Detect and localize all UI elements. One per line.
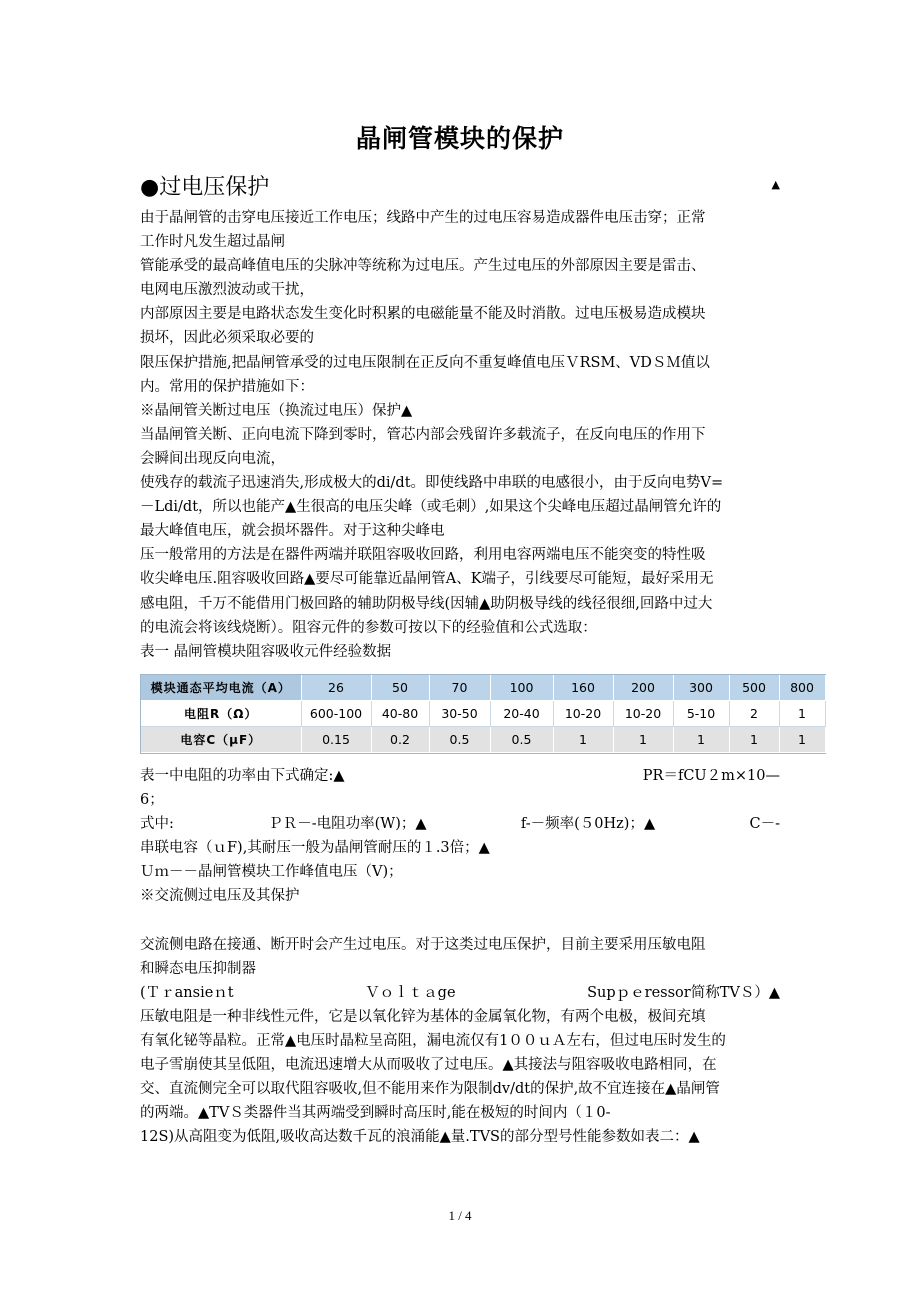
text-line: 管能承受的最高峰值电压的尖脉冲等统称为过电压。产生过电压的外部原因主要是雷击、 — [140, 258, 706, 275]
subsection-heading: ※交流侧过电压及其保护 — [140, 888, 300, 905]
text-line: 压一般常用的方法是在器件两端并联阻容吸收回路，利用电容两端电压不能突变的特性吸 — [140, 547, 706, 564]
document-title: 晶闸管模块的保护 — [355, 124, 564, 153]
rc-snubber-table — [140, 674, 826, 754]
text-line: 交流侧电路在接通、断开时会产生过电压。对于这类过电压保护，目前主要采用压敏电阻 — [140, 936, 706, 953]
text-line: 最大峰值电压，就会损坏器件。对于这种尖峰电 — [140, 523, 445, 540]
text-line: 会瞬间出现反向电流， — [140, 450, 285, 467]
text-line: 和瞬态电压抑制器 — [140, 960, 256, 977]
section-heading-text: ●过电压保护 — [140, 175, 270, 200]
data-table — [141, 675, 826, 753]
text-line: 限压保护措施,把晶闸管承受的过电压限制在正反向不重复峰值电压ＶRSM、VDＳＭ值以 — [140, 354, 710, 371]
text-line: 工作时凡发生超过晶闸 — [140, 234, 285, 251]
table-cell: 0.5 — [490, 727, 553, 753]
table-cell: 40-80 — [371, 701, 429, 727]
text-line: 12S)从高阻变为低阻,吸收高达数千瓦的浪涌能▲量.TVS的部分型号性能参数如表二：▲ — [140, 1129, 700, 1146]
text-line: 交、直流侧完全可以取代阻容吸收,但不能用来作为限制dv/dt的保护,故不宜连接在▲晶闸管 — [140, 1081, 720, 1098]
text-line: 有氧化铋等晶粒。正常▲电压时晶粒呈高阻，漏电流仅有1００ｕＡ左右，但过电压时发生的 — [140, 1033, 726, 1050]
tvs-word-transient: (Ｔｒansieｎt — [140, 984, 234, 1001]
definition-line — [140, 812, 780, 836]
page-number: 1 / 4 — [448, 1208, 472, 1223]
table-cell: 800 — [779, 675, 825, 701]
text-line: 串联电容（ｕF),其耐压一般为晶闸管耐压的１.3倍；▲ — [140, 840, 490, 857]
table-cell: 70 — [429, 675, 490, 701]
table-row-header: 电容C（μF） — [141, 727, 301, 753]
table-cell: 1 — [553, 727, 613, 753]
table-cell: 10-20 — [613, 701, 673, 727]
table-cell: 500 — [729, 675, 779, 701]
subsection-heading: ※晶闸管关断过电压（换流过电压）保护▲ — [140, 402, 413, 419]
table-cell: 1 — [673, 727, 729, 753]
table-row-header: 电阻R（Ω） — [141, 701, 301, 727]
text-line: 当晶闸管关断、正向电流下降到零时，管芯内部会残留许多载流子，在反向电压的作用下 — [140, 426, 706, 443]
text-line: 压敏电阻是一种非线性元件，它是以氧化锌为基体的金属氧化物，有两个电极，极间充填 — [140, 1008, 706, 1025]
table-row-header: 模块通态平均电流（A） — [141, 675, 301, 701]
text-line: 由于晶闸管的击穿电压接近工作电压；线路中产生的过电压容易造成器件电压击穿；正常 — [140, 210, 706, 226]
intro-paragraphs — [140, 206, 780, 664]
definition-label: 式中: — [140, 816, 174, 833]
table-cell: 200 — [613, 675, 673, 701]
text-line: 6； — [140, 792, 164, 809]
table-cell: 100 — [490, 675, 553, 701]
text-line: 内部原因主要是电路状态发生变化时积累的电磁能量不能及时消散。过电压极易造成模块 — [140, 306, 706, 323]
anchor-mark-icon: ▲ — [771, 178, 780, 191]
table-cell: 1 — [613, 727, 673, 753]
table-cell: 0.15 — [301, 727, 371, 753]
text-line: 使残存的载流子迅速消失,形成极大的di/dt。即使线路中串联的电感很小，由于反向电势V= — [140, 475, 724, 492]
table-cell: 300 — [673, 675, 729, 701]
table-caption: 表一 晶闸管模块阻容吸收元件经验数据 — [140, 643, 392, 660]
tvs-word-suppressor: Supｐｅressor简称TVＳ）▲ — [587, 984, 780, 1001]
table-cell: 0.5 — [429, 727, 490, 753]
table-row-resistance — [141, 701, 825, 727]
text-line: 内。常用的保护措施如下： — [140, 378, 314, 395]
text-line: －Ldi/dt，所以也能产▲生很高的电压尖峰（或毛刺）,如果这个尖峰电压超过晶闸管允许的 — [140, 499, 722, 516]
text-line: 感电阻，千万不能借用门极回路的辅助阴极导线(因辅▲助阴极导线的线径很细,回路中过大 — [140, 595, 713, 612]
post-table-paragraphs — [140, 764, 780, 1150]
power-formula-line — [140, 764, 780, 788]
table-cell: 1 — [729, 727, 779, 753]
table-cell: 30-50 — [429, 701, 490, 727]
table-cell: 5-10 — [673, 701, 729, 727]
table-row-current — [141, 675, 825, 701]
tvs-word-voltage: Ｖｏｌｔａge — [365, 984, 456, 1001]
power-formula-label: 表一中电阻的功率由下式确定:▲ — [140, 768, 345, 784]
table-cell: 0.2 — [371, 727, 429, 753]
text-line: 损坏，因此必须采取必要的 — [140, 330, 314, 347]
table-cell: 2 — [729, 701, 779, 727]
table-cell: 10-20 — [553, 701, 613, 727]
definition-f: f-－频率(５0Hz)；▲ — [520, 816, 656, 833]
blank-line — [140, 909, 780, 933]
definition-pr: ＰＲ－-电阻功率(W)；▲ — [268, 816, 427, 833]
table-cell: 20-40 — [490, 701, 553, 727]
table-cell: 50 — [371, 675, 429, 701]
table-cell: 1 — [779, 701, 825, 727]
text-line: 的电流会将该线烧断）。阻容元件的参数可按以下的经验值和公式选取： — [140, 619, 597, 636]
tvs-line — [140, 981, 780, 1005]
text-line: 电网电压激烈波动或干扰， — [140, 282, 314, 299]
table-row-capacitance — [141, 727, 825, 753]
text-line: Ｕｍ－－晶闸管模块工作峰值电压（V)； — [140, 864, 403, 881]
table-cell: 26 — [301, 675, 371, 701]
power-formula: PR＝fCU２m×10— — [642, 768, 780, 784]
definition-c: C－- — [749, 816, 780, 833]
text-line: 收尖峰电压.阻容吸收回路▲要尽可能靠近晶闸管A、K端子，引线要尽可能短，最好采用无 — [140, 571, 714, 588]
table-cell: 1 — [779, 727, 825, 753]
text-line: 电子雪崩使其呈低阻，电流迅速增大从而吸收了过电压。▲其接法与阻容吸收电路相同，在 — [140, 1057, 717, 1074]
text-line: 的两端。▲TVＳ类器件当其两端受到瞬时高压时,能在极短的时间内（１0- — [140, 1105, 611, 1122]
table-cell: 160 — [553, 675, 613, 701]
table-cell: 600-100 — [301, 701, 371, 727]
section-heading — [140, 170, 780, 201]
